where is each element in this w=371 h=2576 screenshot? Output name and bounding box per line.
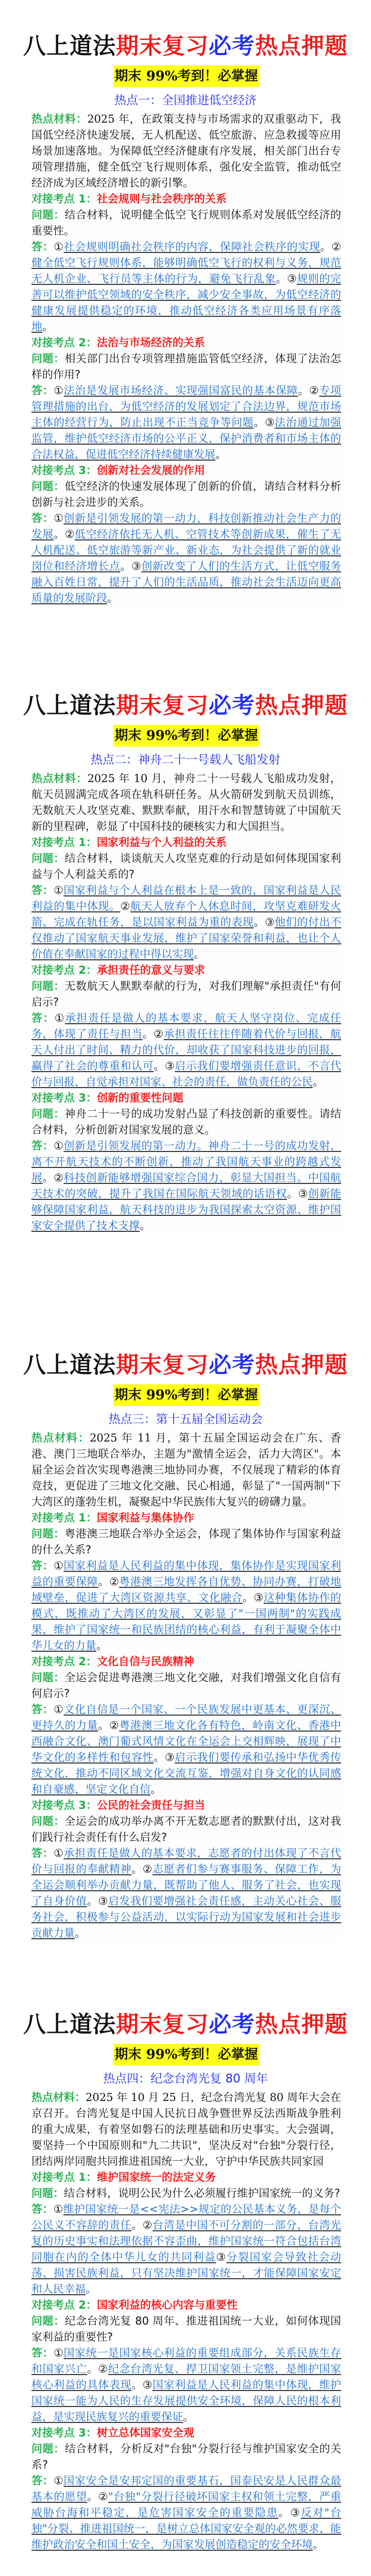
answer-number: ② xyxy=(64,528,75,540)
exam-point-label: 对接考点 1： xyxy=(31,1512,97,1524)
answer-end: 。 xyxy=(42,1172,54,1184)
answer-text: 低空经济依托无人机、空管技术等创新成果，催生了无人机配送、低空旅游等新产业、新业态，为社会提供了新的就业岗位和经济增长点 xyxy=(31,528,342,572)
question-text: 结合材料，分析反对"台独"分裂行径与维护国家安全的关系? xyxy=(31,2443,341,2471)
title-part: 热点押题 xyxy=(255,33,348,59)
answer-label: 答： xyxy=(31,384,54,397)
question-text: 纪念台湾光复 80 周年、推进祖国统一大业，如何体现国家利益的重要性? xyxy=(31,2315,342,2343)
question-text: 结合材料，谈谈航天人攻坚克难的行动是如何体现国家利益与个人利益关系的? xyxy=(31,852,342,880)
title-part: 八上道法 xyxy=(23,1352,116,1378)
answer-number: ① xyxy=(54,2347,64,2359)
question-text: 无数航天人默默奉献的行为，对我们理解"承担责任"有何启示? xyxy=(31,980,341,1008)
answer-text: 国家统一是国家核心利益的重要组成部分，关系民族生存和国家兴亡 xyxy=(31,2347,341,2375)
answer-text: "台独"分裂行径破坏国家主权和领土完整，严重威胁台海和平稳定，是危害国家安全的重要隐患 xyxy=(31,2490,342,2519)
answer-end: 。 xyxy=(98,1719,109,1732)
exam-point-heading xyxy=(31,2170,341,2185)
answer-text: 航天人放弃个人休息时间，攻坚克难研发火箭、完成在轨任务，是以国家利益为重的表现 xyxy=(31,900,342,928)
exam-point-title: 承担责任的意义与要求 xyxy=(96,964,205,976)
answer xyxy=(31,239,341,335)
material-text: 2025 年 10 月 25 日，纪念台湾光复 80 周年大会在京召开。台湾光复是中国人民抗日战争暨世界反法西斯战争胜利的重大成果，有着坚如磐石的法理基础和历史事实。大会强调，要坚持一个中国原则和"九二共识"，坚决反对"台独"分裂行径，团结两岸同胞共同推进祖国统一大业，守护中华民族共同家园 xyxy=(31,2091,342,2167)
answer-number: ① xyxy=(54,1140,64,1152)
question-text: 全运会的成功举办离不开无数志愿者的默默付出，这对我们践行社会责任有什么启发? xyxy=(31,1815,342,1843)
material-text: 2025 年 10 月，神舟二十一号载人飞船成功发射，航天员圆满完成各项在轨科研任务。从火箭研发到航天员训练，无数航天人攻坚克难、默默奉献，用汗水和智慧铸就了中国航天新的里程碑，彰显了中国科技的硬核实力和大国担当。 xyxy=(31,772,341,833)
answer-end: 。 xyxy=(276,273,287,285)
exam-point-label: 对接考点 3： xyxy=(31,2427,97,2439)
exam-point-heading xyxy=(31,1798,341,1814)
question xyxy=(31,2441,341,2473)
answer-number: ① xyxy=(54,1703,64,1716)
exam-point-title: 维护国家统一的法定义务 xyxy=(96,2171,216,2183)
answer-end: 。 xyxy=(154,1060,165,1072)
answer-label: 答： xyxy=(31,2475,54,2487)
answer-text: 国家安全是安邦定国的重要基石，国泰民安是人民群众最基本的愿望 xyxy=(31,2475,341,2503)
question-text: 低空经济的快速发展体现了创新的价值，请结合材料分析创新与社会进步的关系。 xyxy=(31,480,342,509)
exam-point-title: 创新对社会发展的作用 xyxy=(96,464,205,477)
material-label: 热点材料： xyxy=(31,1431,90,1444)
answer-end: 。 xyxy=(131,2379,143,2391)
hotspot-heading: 热点一：全国推进低空经济 xyxy=(114,94,257,107)
title-part: 期末复习 xyxy=(116,33,209,59)
answer-end: 。 xyxy=(215,448,226,461)
question-label: 问题： xyxy=(31,2187,64,2199)
hot-material xyxy=(31,2089,341,2170)
exam-point-label: 对接考点 1： xyxy=(31,193,97,205)
exam-point-title: 国家利益与集体协作 xyxy=(96,1512,194,1524)
answer-number: ② xyxy=(98,2490,109,2503)
hot-material xyxy=(31,111,341,191)
answer-number: ② xyxy=(120,900,130,912)
answer-text: 反对"台独"分裂、推进祖国统一，是树立总体国家安全观的必然要求，能维护政治安全和国土安全，为国家发展创造稳定的安全环境 xyxy=(31,2506,341,2551)
answer-number: ① xyxy=(53,2203,63,2215)
answer-number: ① xyxy=(54,1847,64,1859)
answer-text: 科技创新能够增强国家综合国力，彰显大国担当。中国航天技术的突破，提升了我国在国际航天领域的话语权 xyxy=(31,1172,341,1200)
exam-point-label: 对接考点 2： xyxy=(31,964,97,976)
answer-text: 国家利益是人民利益的集中体现，集体协作是实现国家利益的重要保障 xyxy=(31,1560,341,1588)
answer-number: ③ xyxy=(216,2251,227,2263)
answer-number: ③ xyxy=(164,1060,175,1072)
answer-text: 创新改变了人们的生活方式，让低空服务融入百姓日常，提升了人们的生活品质，推动社会生活迈向更高质量的发展阶段 xyxy=(31,560,342,604)
answer xyxy=(31,883,341,962)
exam-point-heading xyxy=(31,1510,341,1526)
title-part: 热点押题 xyxy=(255,2011,348,2038)
title-part: 期末复习 xyxy=(116,1352,209,1378)
hot-material xyxy=(31,770,341,835)
question xyxy=(31,851,341,883)
title-part: 必考 xyxy=(209,33,255,59)
answer-label: 答： xyxy=(31,2203,54,2215)
answer-end: 。 xyxy=(98,1575,109,1588)
answer-number: ③ xyxy=(164,1751,175,1764)
answer-text: 粤港澳三地文化各有特色，岭南文化、香港中西融合文化、澳门葡式风情文化在全运会上交相辉映，展现了中华文化的多样性和包容性 xyxy=(31,1719,342,1764)
question-label: 问题： xyxy=(31,1815,65,1827)
answer-end: 。 xyxy=(154,1751,165,1764)
hotspot-heading: 热点二：神舟二十一号载人飞船发射 xyxy=(91,753,280,767)
answer xyxy=(31,1138,341,1234)
answer-end: 。 xyxy=(183,2411,194,2423)
hotspot-section xyxy=(0,1319,371,1978)
answer-end: 。 xyxy=(75,1927,86,1939)
answer-end: 。 xyxy=(131,2219,143,2231)
hot-material xyxy=(31,1430,341,1510)
answer-label: 答： xyxy=(31,1012,55,1024)
answer-end: 。 xyxy=(254,416,265,429)
exam-point-title: 树立总体国家安全观 xyxy=(96,2427,194,2439)
answer-number: ① xyxy=(54,1560,64,1572)
answer-text: 创新是引领发展的第一动力，科技创新推动社会生产力的发展 xyxy=(31,512,341,540)
answer-text: 启示我们要传承和弘扬中华优秀传统文化，推动不同区域文化交流互鉴，增强对自身文化的认同感和自豪感，坚定文化自信 xyxy=(31,1751,342,1795)
question-label: 问题： xyxy=(31,209,65,221)
exam-point-label: 对接考点 3： xyxy=(31,464,97,477)
answer-text: 社会规则明确社会秩序的内容，保障社会秩序的实现 xyxy=(63,241,321,253)
question-text: 结合材料，说明公民为什么必须履行维护国家统一的义务? xyxy=(64,2187,341,2199)
answer-text: 这种集体协作的模式，既推动了大湾区的发展，又彰显了"一国两制"的实践成果，维护了国家统一和民族团结的核心利益，有利于凝聚全体中华儿女的力量 xyxy=(31,1591,342,1652)
answer-end: 。 xyxy=(96,1639,107,1652)
answer-end: 。 xyxy=(140,1219,150,1232)
question xyxy=(31,2313,341,2345)
answer-label: 答： xyxy=(31,1847,54,1859)
hotspot-heading: 热点四：纪念台湾光复 80 周年 xyxy=(103,2072,268,2086)
answer-end: 。 xyxy=(286,1188,298,1200)
question xyxy=(31,2185,341,2201)
exam-point-title: 创新的重要性问题 xyxy=(96,1092,183,1104)
title-part: 热点押题 xyxy=(255,692,348,719)
answer-number: ① xyxy=(54,384,64,397)
answer-number: ③ xyxy=(98,1895,108,1907)
title-part: 必考 xyxy=(209,692,255,719)
material-text: 2025 年，在政策支持与市场需求的双重驱动下，我国低空经济快速发展，无人机配送、低空旅游、应急救援等应用场景加速落地。为保障低空经济健康有序发展，相关部门出台专项管理措施，健全低空飞行规则体系，强化安全监管，推动低空经济成为区域经济增长的新引擎。 xyxy=(31,113,342,189)
question-text: 粤港澳三地联合举办全运会，体现了集体协作与国家利益的什么关系? xyxy=(31,1528,342,1556)
answer-end: 。 xyxy=(120,560,132,572)
answer xyxy=(31,383,341,463)
answer-text: 台湾是中国不可分割的一部分，台湾光复的历史事实和法理依据不容歪曲，维护国家统一符合包括台湾同胞在内的全体中华儿女的共同利益 xyxy=(31,2219,342,2263)
title-part: 必考 xyxy=(209,2011,255,2038)
title-part: 八上道法 xyxy=(23,2011,116,2038)
answer-number: ① xyxy=(54,2475,64,2487)
hotspot-content xyxy=(31,1978,341,2553)
question-text: 神舟二十一号的成功发射凸显了科技创新的重要性。请结合材料，分析创新对国家发展的意义。 xyxy=(31,1108,342,1136)
answer-number: ① xyxy=(54,1012,65,1024)
material-label: 热点材料： xyxy=(31,2091,86,2104)
exam-point-heading xyxy=(31,835,341,851)
answer-text: 维护国家统一是<<宪法>>规定的公民基本义务，是每个公民义不容辞的责任 xyxy=(31,2203,342,2231)
question-label: 问题： xyxy=(31,980,65,992)
answer-end: 。 xyxy=(87,2490,98,2503)
answer-text: 创新是引领发展的第一动力。神舟二十一号的成功发射，离不开航天技术的不断创新，推动了我国航天事业的跨越式发展 xyxy=(31,1140,341,1184)
question-label: 问题： xyxy=(31,1528,65,1540)
question-label: 问题： xyxy=(31,852,65,865)
material-text: 2025 年 11 月，第十五届全国运动会在广东、香港、澳门三地联合举办，主题为"激情全运会，活力大湾区"。本届全运会首次实现粤港澳三地协同办赛，不仅展现了精彩的体育竞技，更促进了三地文化交融、民心相通，彰显了"一国两制"下大湾区的蓬勃生机，凝聚起中华民族伟大复兴的磅礴力量。 xyxy=(31,1432,341,1508)
answer-text: 法治是发展市场经济、实现强国富民的基本保障 xyxy=(63,384,298,397)
answer-text: 专项管理措施的出台，为低空经济的发展划定了合法边界，规范市场主体的经营行为，防止出现不正当竞争等问题 xyxy=(31,384,342,429)
answer-text: 启示我们要增强责任意识，不言代价与回报，自觉承担对国家、社会的责任，做负责任的公民 xyxy=(31,1060,342,1088)
hotspot-section xyxy=(0,1978,371,2563)
exam-point-heading xyxy=(31,962,341,978)
answer-end: 。 xyxy=(320,241,332,253)
answer-number: ① xyxy=(54,512,64,524)
answer-number: ① xyxy=(54,884,64,896)
title-part: 期末复习 xyxy=(116,692,209,719)
answer-number: ② xyxy=(331,241,342,253)
answer-end: 。 xyxy=(86,2283,96,2295)
exam-point-title: 国家利益与个人利益的关系 xyxy=(96,836,227,849)
answer xyxy=(31,2345,341,2425)
answer-end: 。 xyxy=(107,592,118,604)
exam-point-heading xyxy=(31,191,341,207)
exam-point-heading xyxy=(31,463,341,479)
answer-number: ② xyxy=(142,1863,153,1875)
answer-text: 法治通过加强监管，维护低空经济市场的公平正义，保护消费者和市场主体的合法权益，促进低空经济持续健康发展 xyxy=(31,416,342,461)
title-part: 必考 xyxy=(209,1352,255,1378)
answer-end: 。 xyxy=(42,320,53,333)
answer-number: ③ xyxy=(254,1591,264,1604)
exam-point-heading xyxy=(31,1654,341,1670)
answer-end: 。 xyxy=(87,1895,98,1907)
answer-text: 健全低空飞行规则体系，能够明确低空飞行的权利与义务，规范无人机企业、飞行员等主体的行为，避免飞行乱象 xyxy=(31,257,341,285)
question-text: 结合材料，说明健全低空飞行规则体系对发展低空经济的重要性。 xyxy=(31,209,342,237)
exam-point-label: 对接考点 2： xyxy=(31,336,97,349)
answer-text: 粤港澳三地发挥各自优势、协同办赛，打破地域壁垒，促进了大湾区资源共享、文化融合 xyxy=(31,1575,342,1604)
question xyxy=(31,1814,341,1845)
answer-text: 创新能够保障国家利益，航天科技的进步为我国探索太空资源、维护国家安全提供了技术支撑 xyxy=(31,1188,342,1232)
page-title xyxy=(0,692,371,719)
title-part: 八上道法 xyxy=(23,33,116,59)
question xyxy=(31,351,341,383)
answer-text: 他们的付出不仅推动了国家航天事业发展，维护了国家荣誉和利益，也让个人价值在奉献国家的过程中得以实现 xyxy=(31,916,342,960)
answer-text: 承担责任往往伴随着代价与回报，航天人付出了时间、精力的代价，却收获了国家科技进步的回报，赢得了社会的尊重和认可 xyxy=(31,1028,342,1072)
question-label: 问题： xyxy=(31,1108,65,1120)
question-label: 问题： xyxy=(31,1671,65,1684)
answer-number: ③ xyxy=(290,2506,301,2519)
exam-point-label: 对接考点 3： xyxy=(31,1799,97,1811)
answer-end: 。 xyxy=(313,1076,324,1088)
answer xyxy=(31,2473,341,2553)
question xyxy=(31,1670,341,1702)
exam-point-label: 对接考点 2： xyxy=(31,1655,97,1668)
subtitle-banner: 期末 99%考到！必掌握 xyxy=(113,65,259,87)
answer-text: 国家利益与个人利益在根本上是一致的，国家利益是人民利益的集中体现。 xyxy=(31,884,341,912)
hotspot-content xyxy=(31,1430,341,1941)
hotspot-content xyxy=(31,770,341,1234)
answer-label: 答： xyxy=(31,2347,54,2359)
hotspot-content xyxy=(31,111,341,606)
answer xyxy=(31,1702,341,1798)
answer-end: 。 xyxy=(194,948,205,960)
answer-number: ② xyxy=(98,2363,108,2375)
exam-point-title: 国家利益的核心内容与重要性 xyxy=(96,2299,238,2311)
hotspot-section xyxy=(0,659,371,1319)
question-text: 全运会促进粤港澳三地文化交融，对我们增强文化自信有何启示? xyxy=(31,1671,342,1700)
answer-end: 。 xyxy=(313,2538,324,2551)
answer-label: 答： xyxy=(31,241,54,253)
question xyxy=(31,1106,341,1138)
answer-number: ② xyxy=(154,1028,164,1040)
answer-number: ③ xyxy=(131,560,142,572)
exam-point-heading xyxy=(31,2297,341,2313)
question-label: 问题： xyxy=(31,2443,65,2455)
answer xyxy=(31,1010,341,1090)
exam-point-title: 法治与市场经济的关系 xyxy=(96,336,205,349)
answer xyxy=(31,1845,341,1941)
exam-point-title: 文化自信与民族精神 xyxy=(96,1655,194,1668)
answer-number: ② xyxy=(309,384,319,397)
answer-text: 规则的完善可以维护低空领域的安全秩序，减少安全事故，为低空经济的健康发展提供稳定的环境，推动低空经济各类应用场景有序落地 xyxy=(31,273,342,333)
page-title xyxy=(0,33,371,60)
answer-text: 文化自信是一个国家、一个民族发展中更基本、更深沉、更持久的力量 xyxy=(31,1703,341,1732)
answer-number: ③ xyxy=(142,2379,153,2391)
answer-text: 国家利益是人民利益的集中体现，维护国家统一能为人民的生存发展提供安全环境，保障人民的根本利益，是实现民族复兴的重要保证 xyxy=(31,2379,342,2423)
exam-point-label: 对接考点 2： xyxy=(31,2299,97,2311)
answer-text: 承担责任是做人的基本要求，航天人坚守岗位、完成任务，体现了责任与担当 xyxy=(31,1012,342,1040)
title-part: 八上道法 xyxy=(23,692,116,719)
answer-text: 纪念台湾光复、捍卫国家领土完整，是维护国家核心利益的具体表现 xyxy=(31,2363,342,2391)
answer-number: ② xyxy=(109,1575,120,1588)
answer-number: ③ xyxy=(264,416,275,429)
exam-point-label: 对接考点 3： xyxy=(31,1092,97,1104)
answer-end: 。 xyxy=(254,916,265,928)
answer-number: ② xyxy=(54,1172,64,1184)
question-label: 问题： xyxy=(31,480,65,493)
material-label: 热点材料： xyxy=(31,112,88,125)
answer-label: 答： xyxy=(31,1140,54,1152)
subtitle-banner: 期末 99%考到！必掌握 xyxy=(113,1384,259,1406)
answer xyxy=(31,511,341,606)
answer-text: 启发我们要增强社会责任感，主动关心社会、服务社会，积极参与公益活动，以实际行动为国家发展和社会进步贡献力量 xyxy=(31,1895,342,1939)
exam-point-heading xyxy=(31,2425,341,2441)
exam-point-label: 对接考点 1： xyxy=(31,2171,97,2183)
answer-end: 。 xyxy=(87,2363,98,2375)
answer-text: 志愿者们参与赛事服务、保障工作，为全运会顺利举办贡献力量，既帮助了他人、服务了社会，也实现了自身价值 xyxy=(31,1863,342,1907)
title-part: 热点押题 xyxy=(255,1352,348,1378)
question-label: 问题： xyxy=(31,352,65,365)
answer-text: 分裂国家会导致社会动荡、损害民族利益，只有坚决维护国家统一，才能保障国家安定和人民幸福 xyxy=(31,2251,342,2295)
question xyxy=(31,978,341,1010)
exam-point-label: 对接考点 1： xyxy=(31,836,97,849)
question xyxy=(31,1526,341,1558)
page-title xyxy=(0,1352,371,1379)
exam-point-heading xyxy=(31,1090,341,1106)
answer-end: 。 xyxy=(131,1863,143,1875)
answer-label: 答： xyxy=(31,512,54,524)
answer-number: ② xyxy=(142,2219,153,2231)
answer xyxy=(31,2201,341,2297)
hotspot-heading: 热点三：第十五届全国运动会 xyxy=(108,1413,263,1426)
answer-label: 答： xyxy=(31,1703,54,1716)
title-part: 期末复习 xyxy=(116,2011,209,2038)
answer-label: 答： xyxy=(31,1560,54,1572)
answer xyxy=(31,1558,341,1654)
question-label: 问题： xyxy=(31,2315,65,2327)
answer-number: ③ xyxy=(286,273,297,285)
answer-end: 。 xyxy=(54,528,65,540)
answer-label: 答： xyxy=(31,884,54,896)
answer-end: 。 xyxy=(242,1591,254,1604)
question-text: 相关部门出台专项管理措施监管低空经济，体现了法治怎样的作用? xyxy=(31,352,342,381)
answer-number: ③ xyxy=(298,1188,308,1200)
subtitle-banner: 期末 99%考到！必掌握 xyxy=(113,2044,259,2065)
exam-point-heading xyxy=(31,335,341,351)
subtitle-banner: 期末 99%考到！必掌握 xyxy=(113,725,259,747)
answer-number: ① xyxy=(54,241,64,253)
exam-point-title: 社会规则与社会秩序的关系 xyxy=(96,193,227,205)
answer-number: ② xyxy=(109,1719,120,1732)
answer-end: 。 xyxy=(298,384,309,397)
answer-end: 。 xyxy=(142,1028,154,1040)
answer-text: 承担责任是做人的基本要求，志愿者的付出体现了不言代价与回报的奉献精神 xyxy=(31,1847,341,1875)
question xyxy=(31,479,341,511)
answer-end: 。 xyxy=(150,1783,161,1795)
question xyxy=(31,207,341,239)
answer-number: ③ xyxy=(264,916,275,928)
answer-end: 。 xyxy=(278,2506,291,2519)
exam-point-title: 公民的社会责任与担当 xyxy=(96,1799,205,1811)
material-label: 热点材料： xyxy=(31,772,88,785)
hotspot-section xyxy=(0,0,371,659)
